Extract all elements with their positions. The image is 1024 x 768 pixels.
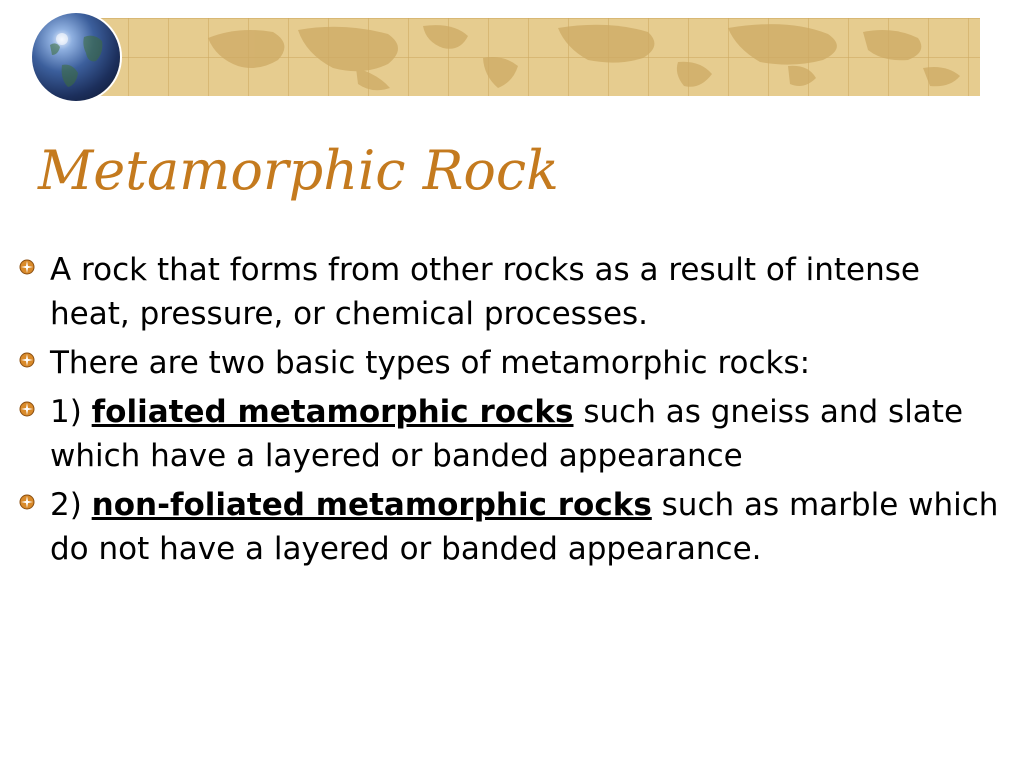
bullet-text: There are two basic types of metamorphic rocks: [50, 345, 811, 381]
slide-title: Metamorphic Rock [38, 139, 559, 202]
bullet-text: A rock that forms from other rocks as a result of intense heat, pressure, or chemical processes. [50, 252, 920, 332]
key-term: foliated metamorphic rocks [91, 394, 574, 430]
bullet-suffix: such as marble which do not have a layered or banded appearance. [50, 487, 999, 567]
bullet-item [14, 483, 1004, 571]
compass-bullet-icon [19, 494, 35, 510]
bullet-item [14, 248, 1004, 336]
key-term: non-foliated metamorphic rocks [91, 487, 652, 523]
bullet-suffix: such as gneiss and slate which have a layered or banded appearance [50, 394, 964, 474]
world-map-silhouette [88, 18, 980, 96]
compass-bullet-icon [19, 259, 35, 275]
bullet-item [14, 390, 1004, 478]
bullet-prefix: 1) [50, 394, 92, 430]
globe-continents [32, 13, 120, 101]
bullet-list [14, 248, 1004, 576]
bullet-item [14, 341, 1004, 385]
bullet-prefix: 2) [50, 487, 92, 523]
bullet-text [50, 487, 998, 567]
compass-bullet-icon [19, 401, 35, 417]
bullet-text [50, 394, 963, 474]
world-map-banner [88, 18, 980, 96]
compass-bullet-icon [19, 352, 35, 368]
globe-image [32, 13, 120, 101]
